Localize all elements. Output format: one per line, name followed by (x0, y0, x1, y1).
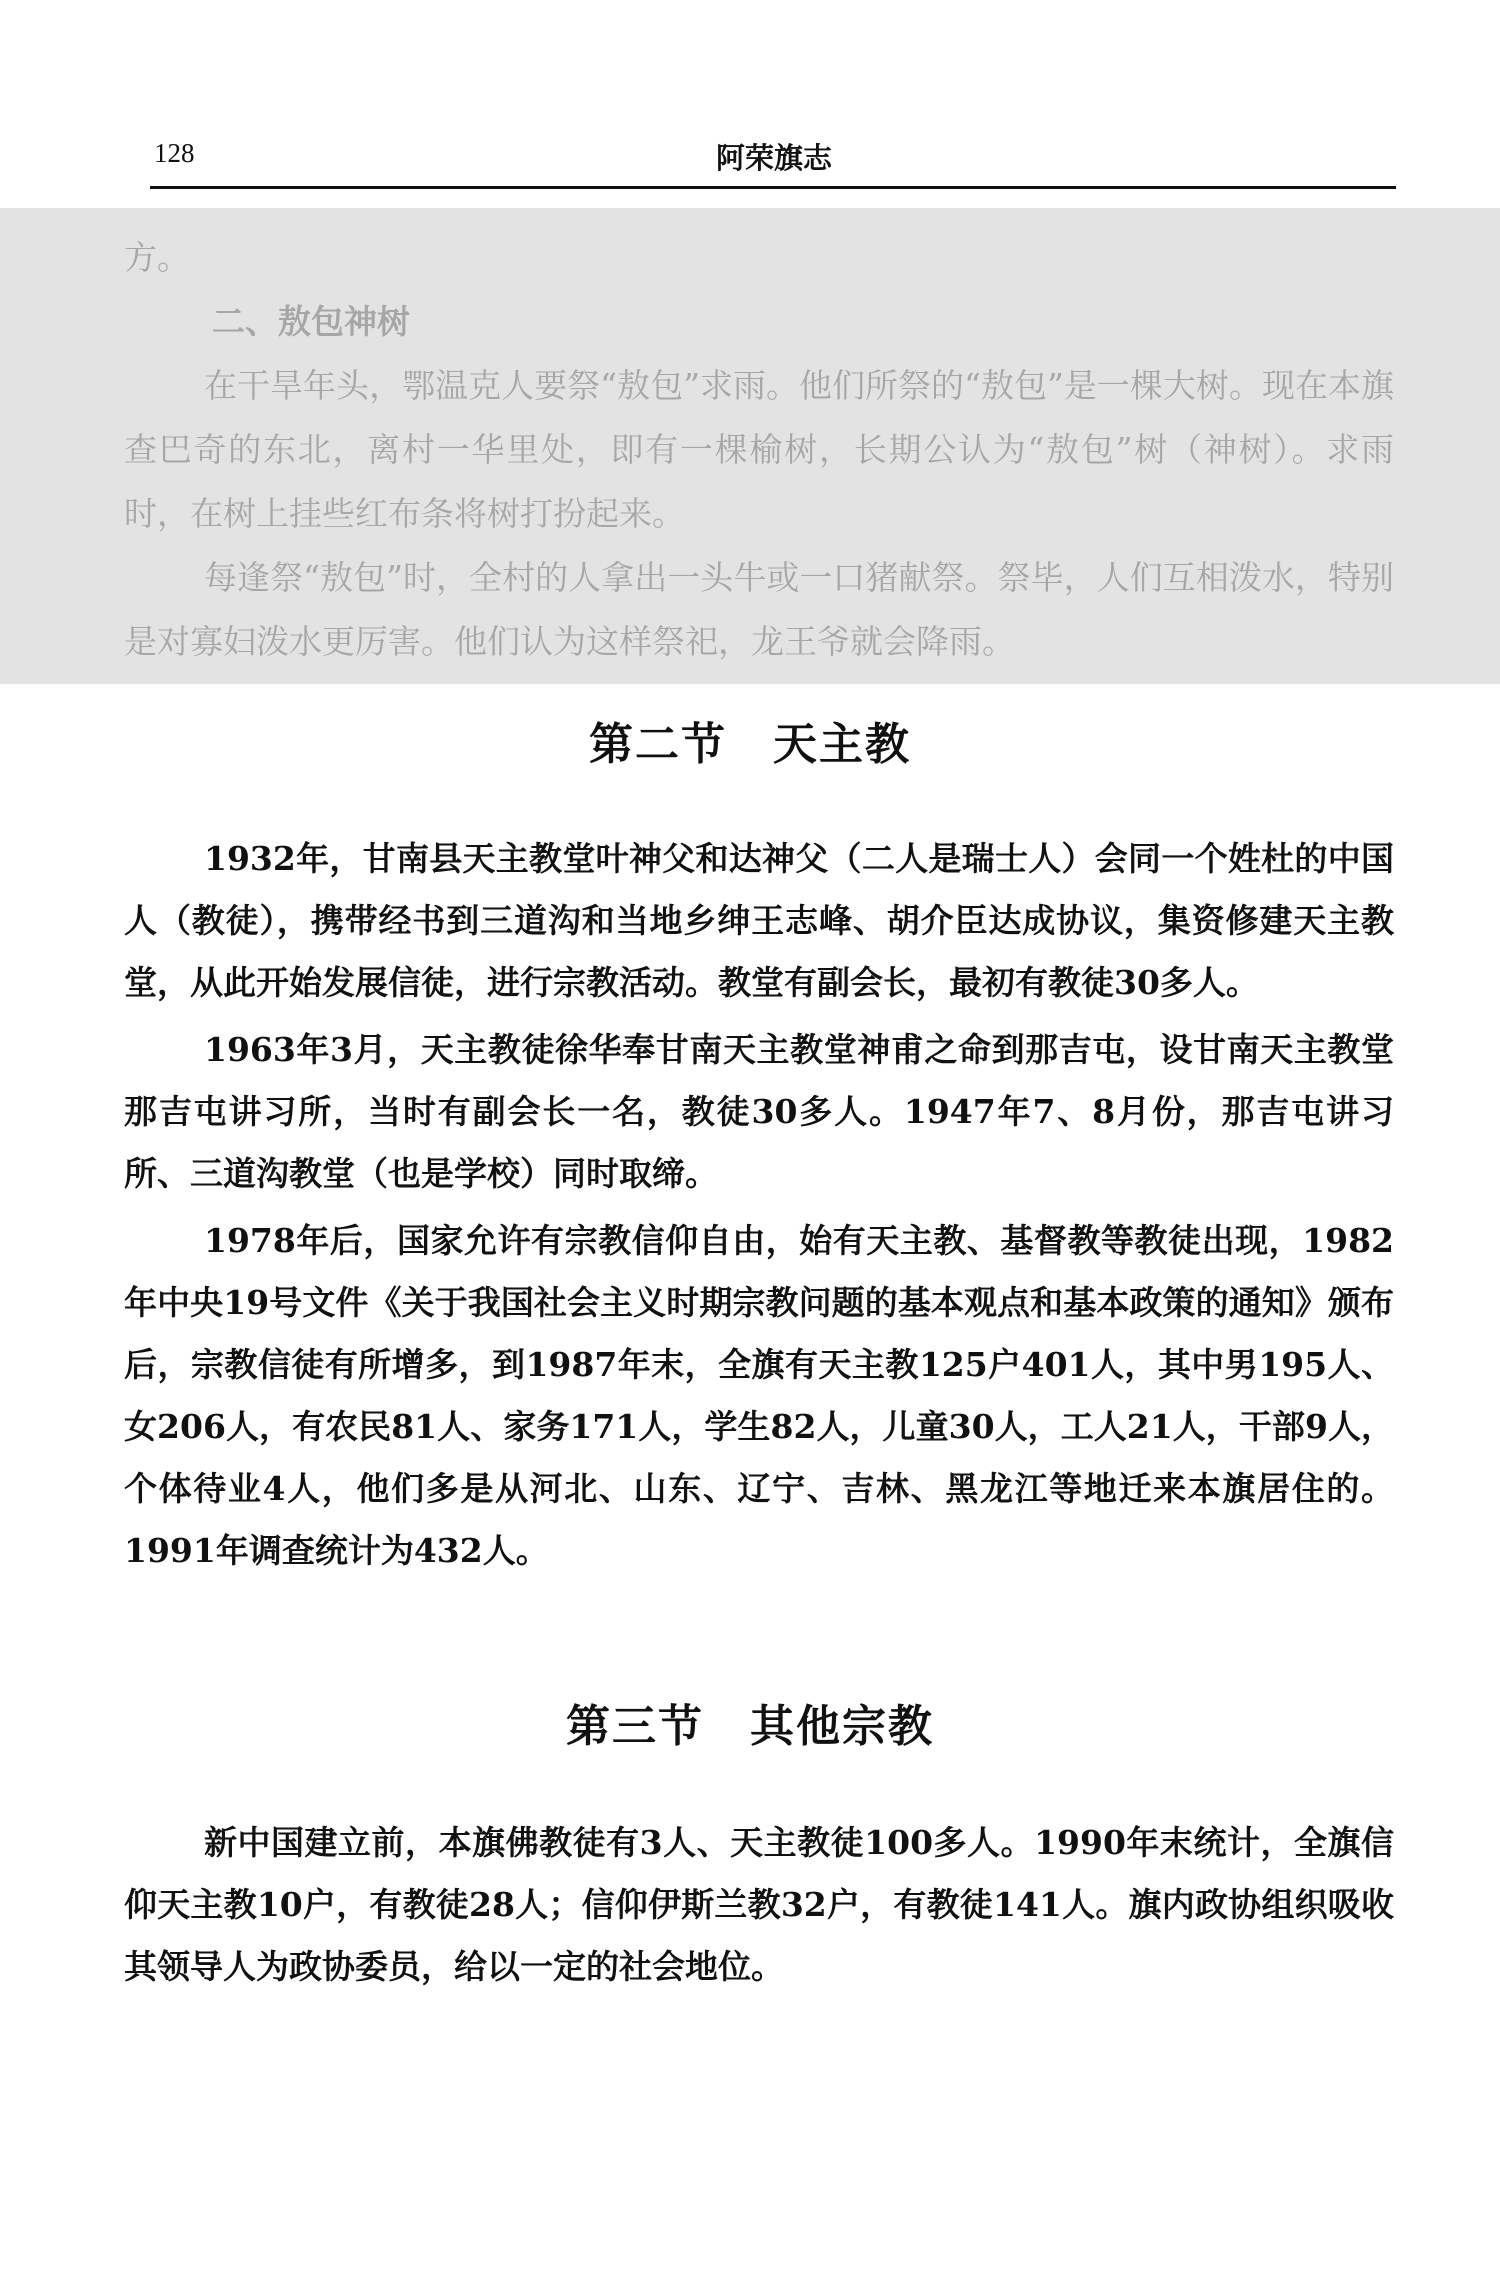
faded-paragraph: 每逢祭“敖包”时，全村的人拿出一头牛或一口猪献祭。祭毕，人们互相泼水，特别是对寡妇泼水更厉害。他们认为这样祭祀，龙王爷就会降雨。 (124, 558, 1394, 661)
page-header (154, 130, 1394, 180)
body-paragraph: 1963年3月，天主教徒徐华奉甘南天主教堂神甫之命到那吉屯，设甘南天主教堂那吉屯讲习所，当时有副会长一名，教徒30多人。1947年7、8月份，那吉屯讲习所、三道沟教堂（也是学校）同时取缔。 (124, 1030, 1394, 1193)
running-title: 阿荣旗志 (715, 141, 832, 175)
section-title-other-religions: 第三节 其他宗教 (566, 1701, 934, 1752)
body-paragraph: 1932年，甘南县天主教堂叶神父和达神父（二人是瑞士人）会同一个姓杜的中国人（教徒），携带经书到三道沟和当地乡绅王志峰、胡介臣达成协议，集资修建天主教堂，从此开始发展信徒，进行宗教活动。教堂有副会长，最初有教徒30多人。 (124, 839, 1394, 1002)
section-title-catholicism: 第二节 天主教 (589, 719, 911, 770)
section-body-catholicism (124, 828, 1394, 1587)
header-rule (150, 186, 1396, 189)
page-number: 128 (154, 138, 195, 168)
faded-paragraph: 在干旱年头，鄂温克人要祭“敖包”求雨。他们所祭的“敖包”是一棵大树。现在本旗查巴奇的东北，离村一华里处，即有一棵榆树，长期公认为“敖包”树（神树）。求雨时，在树上挂些红布条将树打扮起来。 (124, 366, 1394, 533)
faded-text-block (124, 226, 1394, 674)
faded-previous-section (0, 208, 1500, 684)
section-body-other-religions (124, 1812, 1394, 2003)
faded-subheading: 二、敖包神树 (212, 302, 410, 341)
body-paragraph: 新中国建立前，本旗佛教徒有3人、天主教徒100多人。1990年末统计，全旗信仰天主教10户，有教徒28人；信仰伊斯兰教32户，有教徒141人。旗内政协组织吸收其领导人为政协委员，给以一定的社会地位。 (124, 1823, 1394, 1986)
faded-fragment: 方。 (124, 238, 190, 277)
body-paragraph: 1978年后，国家允许有宗教信仰自由，始有天主教、基督教等教徒出现，1982年中央19号文件《关于我国社会主义时期宗教问题的基本观点和基本政策的通知》颁布后，宗教信徒有所增多，到1987年末，全旗有天主教125户401人，其中男195人、女206人，有农民81人、家务171人，学生82人，儿童30人，工人21人，干部9人，个体待业4人，他们多是从河北、山东、辽宁、吉林、黑龙江等地迁来本旗居住的。1991年调查统计为432人。 (124, 1221, 1394, 1570)
